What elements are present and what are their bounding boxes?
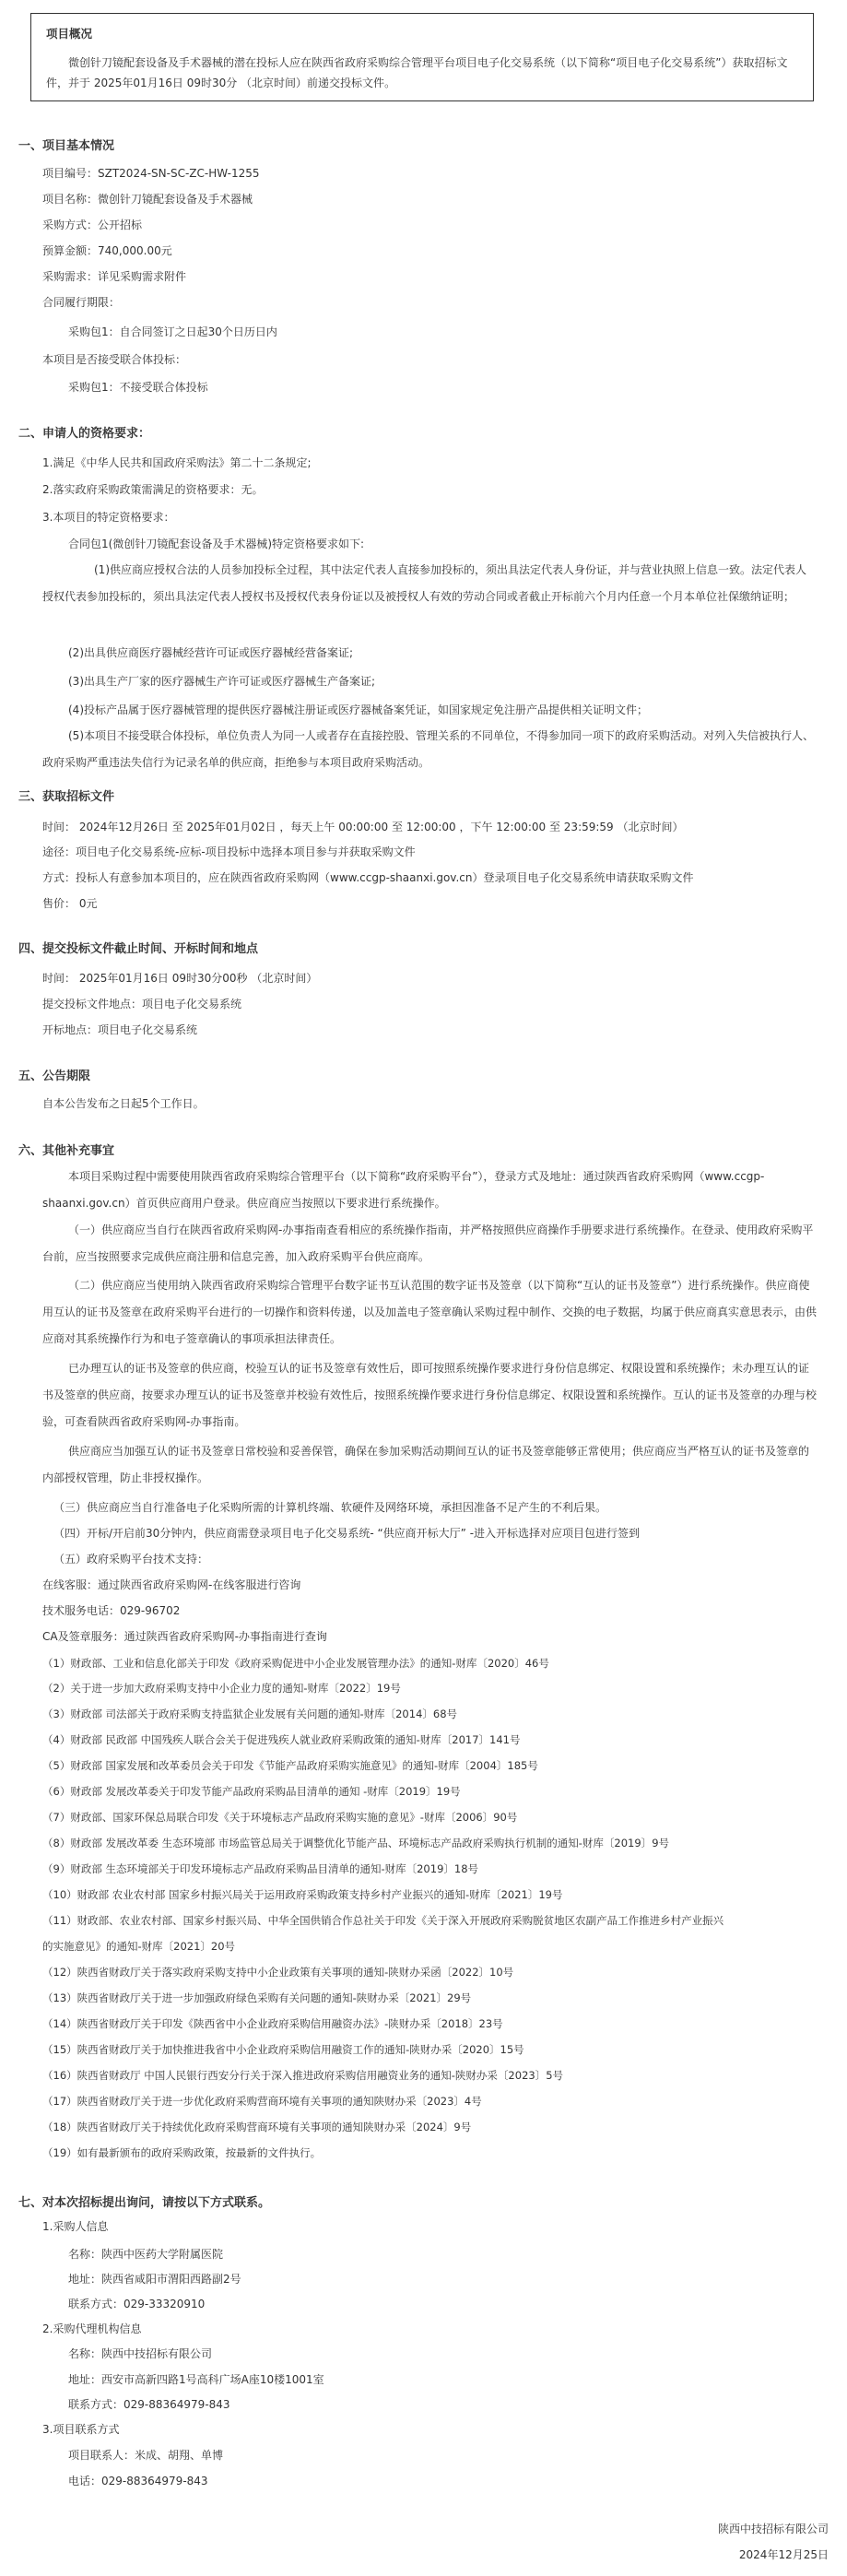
budget-amount: 预算金额：740,000.00元 <box>42 244 172 257</box>
notice-period-text: 自本公告发布之日起5个工作日。 <box>42 1097 205 1110</box>
policy-item: （16）陕西省财政厅 中国人民银行西安分行关于深入推进政府采购信用融资业务的通知-陕财办采〔2023〕5号 <box>42 2069 564 2082</box>
policy-item: （10）财政部 农业农村部 国家乡村振兴局关于运用政府采购政策支持乡村产业振兴的通知-财库〔2021〕19号 <box>42 1888 563 1901</box>
agency-contact: 联系方式：029-88364979-843 <box>68 2398 230 2411</box>
project-contact-person: 项目联系人：米成、胡翔、单博 <box>68 2449 224 2462</box>
policy-item: （12）陕西省财政厅关于落实政府采购支持中小企业政策有关事项的通知-陕财办采函〔2022〕10号 <box>42 1966 514 1979</box>
policy-item: （6）财政部 发展改革委关于印发节能产品政府采购品目清单的通知 -财库〔2019〕19号 <box>42 1785 461 1798</box>
section-title-basic-info: 一、项目基本情况 <box>18 139 115 153</box>
consortium-package: 采购包1：不接受联合体投标 <box>68 381 208 394</box>
section-title-notice-period: 五、公告期限 <box>18 1069 91 1083</box>
supplementary-paragraph: 已办理互认的证书及签章的供应商，校验互认的证书及签章有效性后，即可按照系统操作要求进行身份信息绑定、权限设置和系统操作；未办理互认的证书及签章的供应商，按要求办理互认的证书及签章并校验有效性后，按照系统操作要求进行身份信息绑定、权限设置和系统操作。互认的证书及签章的办理与校验，可查看陕西省政府采购网-办事指南。 <box>42 1362 818 1428</box>
qualification-item: (4)投标产品属于医疗器械管理的提供医疗器械注册证或医疗器械备案凭证，如国家规定免注册产品提供相关证明文件； <box>68 703 649 716</box>
policy-item: （14）陕西省财政厅关于印发《陕西省中小企业政府采购信用融资办法》-陕财办采〔2018〕23号 <box>42 2017 503 2030</box>
overview-box <box>30 13 814 101</box>
signature-date: 2024年12月25日 <box>738 2548 829 2561</box>
online-service: 在线客服：通过陕西省政府采购网-在线客服进行咨询 <box>42 1578 301 1591</box>
obtain-method: 方式：投标人有意参加本项目的，应在陕西省政府采购网（www.ccgp-shaanxi.gov.cn）登录项目电子化交易系统申请获取采购文件 <box>42 871 694 884</box>
contract-period-label: 合同履行期限： <box>42 296 121 309</box>
supplementary-paragraph: （一）供应商应当自行在陕西省政府采购网-办事指南查看相应的系统操作指南，并严格按照供应商操作手册要求进行系统操作。在登录、使用政府采购平台前，应当按照要求完成供应商注册和信息完善，加入政府采购平台供应商库。 <box>42 1223 814 1263</box>
policy-item-continued: 的实施意见》的通知-财库〔2021〕20号 <box>42 1940 236 1953</box>
submission-place: 提交投标文件地点：项目电子化交易系统 <box>42 998 242 1010</box>
policy-item: （17）陕西省财政厅关于进一步优化政府采购营商环境有关事项的通知陕财办采〔2023〕4号 <box>42 2095 482 2108</box>
agency-name: 名称：陕西中技招标有限公司 <box>68 2347 213 2360</box>
policy-item: （5）财政部 国家发展和改革委员会关于印发《节能产品政府采购实施意见》的通知-财库〔2004〕185号 <box>42 1759 538 1772</box>
supplementary-paragraph: 供应商应当加强互认的证书及签章日常校验和妥善保管，确保在参加采购活动期间互认的证书及签章能够正常使用；供应商应当严格互认的证书及签章的内部授权管理，防止非授权操作。 <box>42 1445 810 1484</box>
policy-item: （19）如有最新颁布的政府采购政策，按最新的文件执行。 <box>42 2146 322 2159</box>
policy-item: （1）财政部、工业和信息化部关于印发《政府采购促进中小企业发展管理办法》的通知-财库〔2020〕46号 <box>42 1657 549 1670</box>
policy-item: （3）财政部 司法部关于政府采购支持监狱企业发展有关问题的通知-财库〔2014〕68号 <box>42 1707 458 1720</box>
qualification-item: 1.满足《中华人民共和国政府采购法》第二十二条规定; <box>42 456 312 469</box>
policy-item: （11）财政部、农业农村部、国家乡村振兴局、中华全国供销合作总社关于印发《关于深入开展政府采购脱贫地区农副产品工作推进乡村产业振兴 <box>42 1914 724 1927</box>
supplementary-item: （四）开标/开启前30分钟内，供应商需登录项目电子化交易系统- “供应商开标大厅” -进入开标选择对应项目包进行签到 <box>53 1527 641 1540</box>
agency-address: 地址：西安市高新四路1号高科广场A座10楼1001室 <box>68 2373 324 2386</box>
supplementary-item: （三）供应商应当自行准备电子化采购所需的计算机终端、软硬件及网络环境，承担因准备不足产生的不利后果。 <box>53 1501 607 1514</box>
procurement-method: 采购方式：公开招标 <box>42 219 143 231</box>
qualification-item: 合同包1(微创针刀镜配套设备及手术器械)特定资格要求如下: <box>68 538 365 550</box>
section-title-supplementary: 六、其他补充事宜 <box>18 1144 115 1158</box>
procurement-requirement: 采购需求：详见采购需求附件 <box>42 270 187 283</box>
signature-organization: 陕西中技招标有限公司 <box>717 2523 829 2535</box>
agency-heading: 2.采购代理机构信息 <box>42 2322 142 2335</box>
supplementary-paragraph: 本项目采购过程中需要使用陕西省政府采购综合管理平台（以下简称“政府采购平台”），登录方式及地址：通过陕西省政府采购网（www.ccgp-shaanxi.gov.cn）首页供应商用户登录。供应商应当按照以下要求进行系统操作。 <box>42 1170 765 1210</box>
supplementary-item: （五）政府采购平台技术支持： <box>53 1553 209 1566</box>
policy-item: （8）财政部 发展改革委 生态环境部 市场监管总局关于调整优化节能产品、环境标志产品政府采购执行机制的通知-财库〔2019〕9号 <box>42 1837 670 1849</box>
policy-item: （9）财政部 生态环境部关于印发环境标志产品政府采购品目清单的通知-财库〔2019〕18号 <box>42 1862 479 1875</box>
project-number: 项目编号：SZT2024-SN-SC-ZC-HW-1255 <box>42 167 260 180</box>
qualification-item: 3.本项目的特定资格要求： <box>42 511 175 524</box>
ca-service: CA及签章服务：通过陕西省政府采购网-办事指南进行查询 <box>42 1630 327 1643</box>
project-contact-heading: 3.项目联系方式 <box>42 2423 120 2436</box>
policy-item: （13）陕西省财政厅关于进一步加强政府绿色采购有关问题的通知-陕财办采〔2021〕29号 <box>42 1991 472 2004</box>
policy-item: （4）财政部 民政部 中国残疾人联合会关于促进残疾人就业政府采购政策的通知-财库〔2017〕141号 <box>42 1733 521 1746</box>
overview-title: 项目概况 <box>46 27 93 41</box>
qualification-item: (5)本项目不接受联合体投标，单位负责人为同一人或者存在直接控股、管理关系的不同单位，不得参加同一项下的政府采购活动。对列入失信被执行人、政府采购严重违法失信行为记录名单的供应商，拒绝参与本项目政府采购活动。 <box>42 729 815 769</box>
policy-item: （2）关于进一步加大政府采购支持中小企业力度的通知-财库〔2022〕19号 <box>42 1682 401 1695</box>
qualification-item: (3)出具生产厂家的医疗器械生产许可证或医疗器械生产备案证; <box>68 675 376 688</box>
purchaser-address: 地址：陕西省咸阳市渭阳西路副2号 <box>68 2273 241 2286</box>
tech-support-phone: 技术服务电话：029-96702 <box>42 1604 181 1617</box>
obtain-channel: 途径：项目电子化交易系统-应标-项目投标中选择本项目参与并获取采购文件 <box>42 845 416 858</box>
project-contact-phone: 电话：029-88364979-843 <box>68 2475 208 2487</box>
contract-period-package: 采购包1：自合同签订之日起30个日历日内 <box>68 325 277 338</box>
policy-item: （18）陕西省财政厅关于持续优化政府采购营商环境有关事项的通知陕财办采〔2024〕9号 <box>42 2121 472 2133</box>
section-title-obtain-documents: 三、获取招标文件 <box>18 790 115 804</box>
obtain-time: 时间： 2024年12月26日 至 2025年01月02日 ，每天上午 00:00:00 至 12:00:00 ，下午 12:00:00 至 23:59:59 （北京时间） <box>42 821 684 833</box>
supplementary-paragraph: （二）供应商应当使用纳入陕西省政府采购综合管理平台数字证书互认范围的数字证书及签章（以下简称“互认的证书及签章”）进行系统操作。供应商使用互认的证书及签章在政府采购平台进行的一切操作和资料传递，以及加盖电子签章确认采购过程中制作、交换的电子数据，均属于供应商真实意思表示，由供应商对其系统操作行为和电子签章确认的事项承担法律责任。 <box>42 1279 818 1345</box>
policy-item: （7）财政部、国家环保总局联合印发《关于环境标志产品政府采购实施的意见》-财库〔2006〕90号 <box>42 1811 518 1824</box>
consortium-label: 本项目是否接受联合体投标： <box>42 353 187 366</box>
policy-item: （15）陕西省财政厅关于加快推进我省中小企业政府采购信用融资工作的通知-陕财办采〔2020〕15号 <box>42 2043 524 2056</box>
opening-place: 开标地点：项目电子化交易系统 <box>42 1023 198 1036</box>
qualification-item: (1)供应商应授权合法的人员参加投标全过程，其中法定代表人直接参加投标的，须出具法定代表人身份证，并与营业执照上信息一致。法定代表人授权代表参加投标的，须出具法定代表人授权书及授权代表身份证以及被授权人有效的劳动合同或者截止开标前六个月内任意一个月本单位社保缴纳证明； <box>42 563 807 603</box>
purchaser-contact: 联系方式：029-33320910 <box>68 2298 206 2310</box>
section-title-contact: 七、对本次招标提出询问，请按以下方式联系。 <box>18 2196 271 2210</box>
qualification-item: (2)出具供应商医疗器械经营许可证或医疗器械经营备案证; <box>68 646 354 659</box>
qualification-item: 2.落实政府采购政策需满足的资格要求：无。 <box>42 483 264 496</box>
section-title-qualification: 二、申请人的资格要求： <box>18 427 151 441</box>
purchaser-name: 名称：陕西中医药大学附属医院 <box>68 2248 224 2261</box>
purchaser-heading: 1.采购人信息 <box>42 2220 109 2233</box>
obtain-price: 售价： 0元 <box>42 897 98 910</box>
deadline-time: 时间： 2025年01月16日 09时30分00秒 （北京时间） <box>42 972 318 985</box>
overview-text: 微创针刀镜配套设备及手术器械的潜在投标人应在陕西省政府采购综合管理平台项目电子化交易系统（以下简称“项目电子化交易系统”）获取招标文件，并于 2025年01月16日 09时30分 （北京时间）前递交投标文件。 <box>46 56 788 89</box>
section-title-deadline: 四、提交投标文件截止时间、开标时间和地点 <box>18 942 259 956</box>
project-name: 项目名称：微创针刀镜配套设备及手术器械 <box>42 193 253 206</box>
